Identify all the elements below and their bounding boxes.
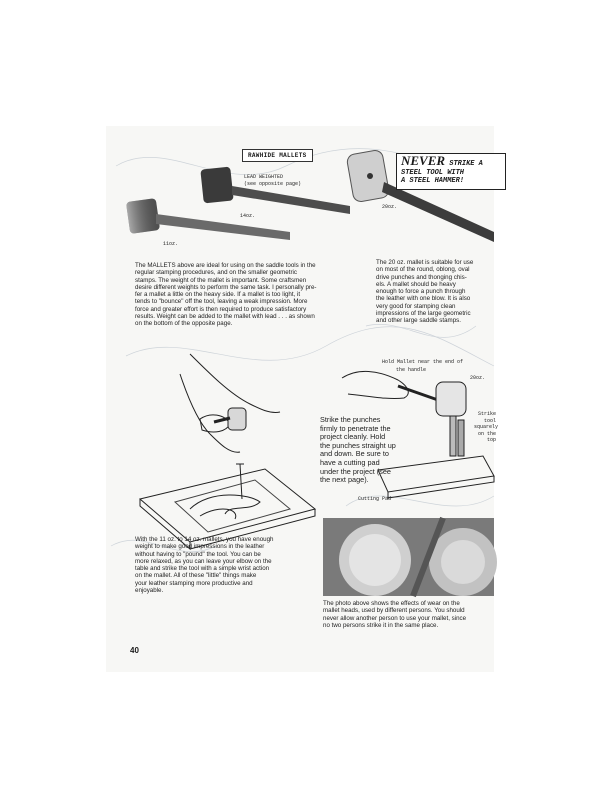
- strike-squarely-label: [474, 411, 499, 444]
- text-line: The 20 oz. mallet is suitable for use: [376, 259, 474, 266]
- text-line: and down. Be sure to: [320, 449, 389, 459]
- hold-mallet-label-1: Hold Mallet near the end of: [382, 359, 464, 365]
- text-line: project cleanly. Hold: [320, 432, 386, 442]
- rawhide-mallets-title: RAWHIDE MALLETS: [242, 149, 313, 162]
- text-line: have a cutting pad: [320, 457, 380, 467]
- light-mallets-paragraph: [135, 536, 311, 594]
- never-warning-box: [396, 153, 506, 190]
- label-line: top: [486, 437, 496, 443]
- text-line: and other large saddle stamps.: [376, 317, 461, 325]
- text-line: the next page).: [320, 475, 369, 485]
- text-line: never allow another person to use your mallet, since: [323, 614, 467, 622]
- text-line: The photo above shows the effects of wear on the: [323, 600, 460, 607]
- wear-photo-caption: [323, 600, 503, 629]
- text-line: With the 11 oz. to 14 oz. mallets, you have enough: [135, 536, 274, 543]
- text-line: mallet heads, used by different persons. You should: [323, 607, 465, 615]
- 20oz-mallet-paragraph: [376, 259, 506, 325]
- hold-mallet-label-2: the handle: [396, 367, 427, 373]
- text-line: impressions of the large geometric: [376, 310, 471, 318]
- text-line: weight to make good impressions in the leather: [135, 543, 265, 551]
- text-line: the punches straight up: [320, 440, 396, 450]
- text-line: the leather with one blow. It is also: [376, 295, 471, 303]
- text-line: more relaxed, as you can leave your elbow on the: [135, 557, 272, 565]
- mallets-paragraph: [135, 262, 361, 328]
- never-line1-rest: STRIKE A: [445, 160, 483, 168]
- text-line: without having to "pound" the tool. You can be: [135, 550, 261, 558]
- text-line: very good for stamping clean: [376, 302, 456, 310]
- label-line: tool: [483, 417, 496, 424]
- text-line: tends to "bounce" off the tool, leaving a weak impression. More: [135, 298, 308, 306]
- text-line: under the project (see: [320, 466, 391, 476]
- text-line: your leather stamping more productive and: [135, 579, 253, 587]
- mallet-11oz-label: 11oz.: [163, 241, 179, 247]
- text-line: firmly to penetrate the: [320, 423, 391, 433]
- text-line: results. Weight can be added to the mallet with lead . . . as shown: [135, 313, 315, 321]
- never-line3: A STEEL HAMMER!: [401, 177, 465, 185]
- text-line: stamps. The weight of the mallet is important. Some craftsmen: [135, 276, 307, 284]
- mallet-14oz-label: 14oz.: [240, 213, 256, 219]
- cutting-pad-label: Cutting Pad: [358, 496, 392, 502]
- text-line: enough to force a punch through: [376, 288, 466, 296]
- mallets-photo: [120, 162, 360, 252]
- text-line: regular stamping procedures, and on the smaller geometric: [135, 269, 297, 277]
- text-line: drive punches and thonging chis-: [376, 273, 467, 281]
- lead-weighted-label: LEAD WEIGHTED: [244, 174, 284, 180]
- never-word: NEVER: [401, 153, 446, 168]
- text-line: force and greater effort is then required to produce satisfactory: [135, 305, 307, 313]
- text-line: desire different weights to perform the same task. I personally pre-: [135, 283, 317, 291]
- text-line: fer a mallet a little on the heavy side. If a mallet is too light, it: [135, 291, 301, 299]
- text-line: Strike the punches: [320, 415, 381, 424]
- text-line: table and strike the tool with a simple wrist action: [135, 565, 270, 573]
- text-line: no two persons strike it in the same place.: [323, 621, 439, 629]
- never-line2: STEEL TOOL WITH: [401, 168, 465, 177]
- mallet-20oz-label: 20oz.: [382, 204, 398, 210]
- strike-punches-paragraph: [320, 416, 424, 485]
- text-line: on the bottom of the opposite page.: [135, 320, 233, 328]
- page-number: 40: [130, 646, 139, 655]
- label-line: on the: [477, 430, 496, 437]
- mallet-wear-photo: [323, 518, 494, 596]
- book-page: [106, 126, 499, 672]
- mallet-heads-image: [323, 518, 494, 596]
- stamping-illustration: [130, 334, 320, 534]
- text-line: els. A mallet should be heavy: [376, 280, 456, 288]
- text-line: The MALLETS above are ideal for using on the saddle tools in the: [135, 262, 316, 269]
- label-line: squarely: [474, 424, 499, 430]
- see-opposite-label: (see opposite page): [244, 181, 302, 187]
- mallet-20oz-small-label: 20oz.: [470, 375, 486, 381]
- text-line: enjoyable.: [135, 587, 164, 595]
- text-line: on the mallet. All of these "little" things make: [135, 572, 257, 580]
- label-line: Strike: [477, 411, 496, 417]
- text-line: on most of the round, oblong, oval: [376, 266, 470, 274]
